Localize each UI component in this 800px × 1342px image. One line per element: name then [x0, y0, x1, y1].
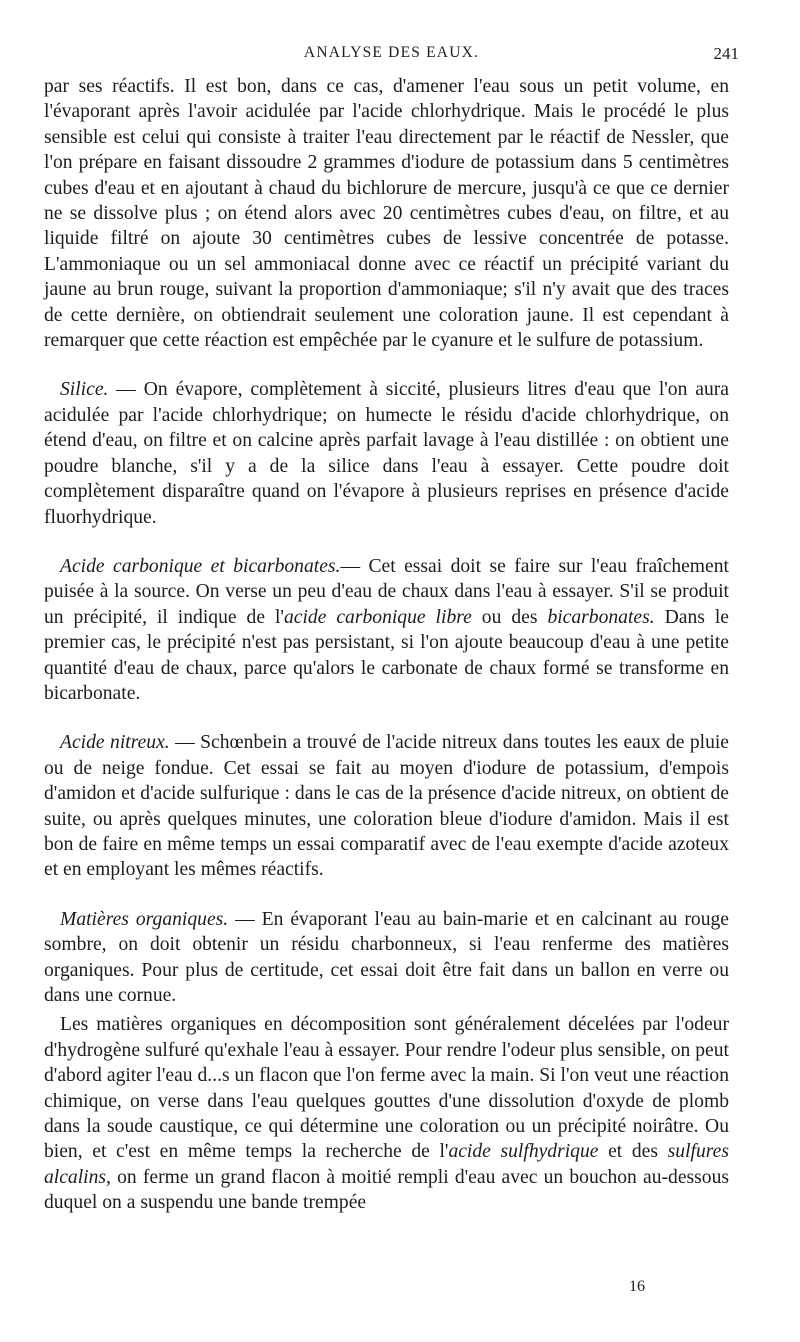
running-title: ANALYSE DES EAUX. — [303, 44, 480, 61]
paragraph-text: Les matières organiques en décomposition sont généralement décelées par l'odeur d'hydrogène sulfuré qu'exhale l'eau à essayer. Pour rendre l'odeur plus sensible, on peut d'abord agiter l'eau d...s un flacon que l'on ferme avec la main. Si l'on veut une réaction chimique, on verse dans l'eau quelques gouttes d'une dissolution d'oxyde de plomb dans la soude caustique, ce qui détermine une coloration ou un précipité noirâtre. Ou bien, et c'est en même temps la recherche de l' — [44, 1014, 729, 1163]
body-text — [44, 74, 729, 1216]
page-number: 241 — [713, 44, 739, 63]
paragraph-text: Dans le premier cas, le précipité n'est pas persistant, si l'on ajoute beaucoup d'eau à une petite quantité d'eau de chaux, parce qu'alors le carbonate de chaux formé se transforme en bicarbonate. — [44, 606, 729, 704]
emphasis-bicarbonates: bicarbonates. — [547, 606, 655, 628]
emphasis-sulfures-alcalins: sulfures alcalins, — [44, 1141, 729, 1188]
paragraph-text: on ferme un grand flacon à moitié rempli d'eau avec un bouchon au-dessous duquel on a suspendu une bande trempée — [44, 1166, 729, 1214]
paragraph-nessler — [44, 74, 729, 353]
paragraph-text: — On évapore, complètement à siccité, plusieurs litres d'eau que l'on aura acidulée par l'acide chlorhydrique; on humecte le résidu d'acide chlorhydrique, on étend d'eau, on filtre et on calcine après parfait lavage à l'eau distillée : on obtient une poudre blanche, s'il y a de la silice dans l'eau à essayer. Cette poudre doit complètement disparaître quand on l'évapore à plusieurs reprises en présence d'acide fluorhydrique. — [44, 379, 729, 528]
section-heading-acide-carbonique: Acide carbonique et bicarbonates. — [60, 555, 341, 577]
paragraph-acide-carbonique — [44, 554, 729, 706]
paragraph-acide-nitreux — [44, 730, 729, 882]
paragraph-decomposition — [44, 1012, 729, 1215]
emphasis-acide-carbonique-libre: acide carbonique libre — [283, 606, 472, 628]
paragraph-text: par ses réactifs. Il est bon, dans ce cas, d'amener l'eau sous un petit volume, en l'évaporant après l'avoir acidulée par l'acide chlorhydrique. Mais le procédé le plus sensible est celui qui consiste à traiter l'eau directement par le réactif de Nessler, que l'on prépare en faisant dissoudre 2 grammes d'iodure de potassium dans 5 centimètres cubes d'eau et en ajoutant à chaud du bichlorure de mercure, jusqu'à ce que ce dernier ne se dissolve plus ; on étend alors avec 20 centimètres cubes d'eau, on filtre, et au liquide filtré on ajoute 30 centimètres cubes de lessive concentrée de potasse. L'ammoniaque ou un sel ammoniacal donne avec ce réactif un précipité variant du jaune au brun rouge, suivant la proportion d'ammoniaque; s'il n'y avait que des traces de cette dernière, on obtiendrait seulement une coloration jaune. Il est cependant à remarquer que cette réaction est empêchée par le cyanure et le sulfure de potassium. — [44, 76, 729, 352]
running-head — [44, 44, 739, 72]
section-heading-acide-nitreux: Acide nitreux. — [60, 732, 170, 754]
paragraph-text: ou des — [471, 606, 548, 628]
paragraph-text: — En évaporant l'eau au bain-marie et en calcinant au rouge sombre, on doit obtenir un résidu charbonneux, si l'eau renferme des matières organiques. Pour plus de certitude, cet essai doit être fait dans un ballon en verre ou dans une cornue. — [44, 908, 729, 1006]
paragraph-text: et des — [598, 1141, 668, 1163]
paragraph-matieres-organiques — [44, 907, 729, 1009]
section-heading-matieres-organiques: Matières organiques. — [60, 908, 229, 930]
paragraph-text: — Schœnbein a trouvé de l'acide nitreux dans toutes les eaux de pluie ou de neige fondue. Cet essai se fait au moyen d'iodure de potassium, d'empois d'amidon et d'acide sulfurique : dans le cas de la présence d'acide nitreux, on obtient de suite, ou après quelques minutes, une coloration bleue d'iodure d'amidon. Mais il est bon de faire en même temps un essai comparatif avec de l'eau exempte d'acide azoteux et en employant les mêmes réactifs. — [44, 732, 730, 881]
paragraph-text: — Cet essai doit se faire sur l'eau fraîchement puisée à la source. On verse un peu d'eau de chaux dans l'eau à essayer. S'il se produit un précipité, il indique de l' — [44, 555, 729, 628]
section-heading-silice: Silice. — [60, 379, 109, 401]
paragraph-silice — [44, 377, 729, 529]
printer-signature: 16 — [629, 1278, 645, 1295]
emphasis-acide-sulfhydrique: acide sulfhydrique — [448, 1141, 599, 1163]
